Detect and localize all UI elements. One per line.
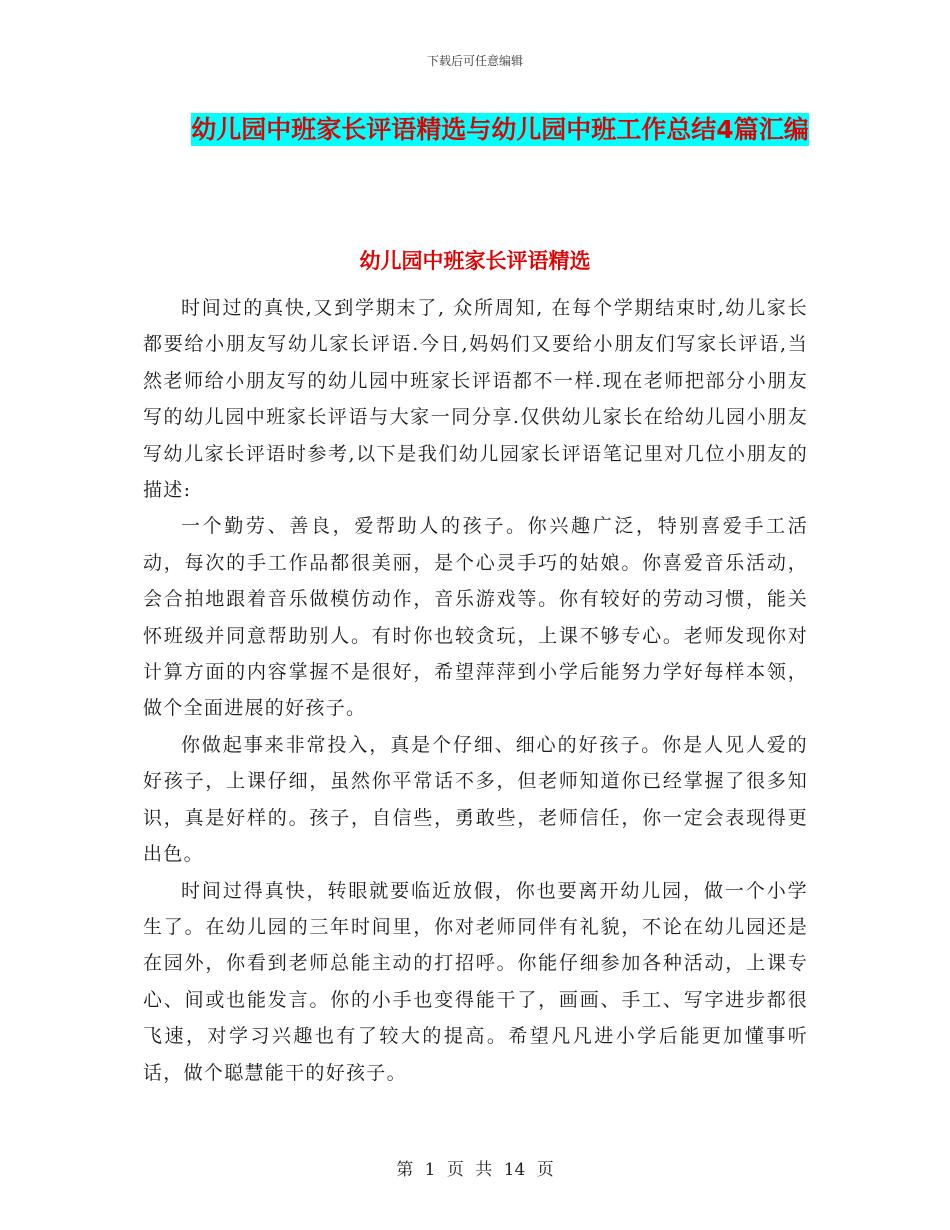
- document-title: [190, 108, 810, 152]
- paragraph: 时间过得真快，转眼就要临近放假，你也要离开幼儿园，做一个小学生了。在幼儿园的三年时间里，你对老师同伴有礼貌，不论在幼儿园还是在园外，你看到老师总能主动的打招呼。你能仔细参加各种活动，上课专心、间或也能发言。你的小手也变得能干了，画画、手工、写字进步都很飞速，对学习兴趣也有了较大的提高。希望凡凡进小学后能更加懂事听话，做个聪慧能干的好孩子。: [143, 879, 808, 1084]
- body-text: [143, 290, 808, 1091]
- paragraph: 你做起事来非常投入，真是个仔细、细心的好孩子。你是人见人爱的好孩子，上课仔细，虽然你平常话不多，但老师知道你已经掌握了很多知识，真是好样的。孩子，自信些，勇敢些，老师信任，你一定会表现得更出色。: [143, 733, 808, 866]
- header-note: 下载后可任意编辑: [426, 54, 523, 68]
- section-title: 幼儿园中班家长评语精选: [359, 249, 591, 273]
- page-number: 第 1 页 共 14 页: [396, 1160, 554, 1180]
- document-title-text: 幼儿园中班家长评语精选与幼儿园中班工作总结4篇汇编: [191, 115, 809, 144]
- paragraph: 时间过的真快,又到学期末了, 众所周知, 在每个学期结束时,幼儿家长都要给小朋友写幼儿家长评语.今日,妈妈们又要给小朋友们写家长评语,当然老师给小朋友写的幼儿园中班家长评语都不一样.现在老师把部分小朋友写的幼儿园中班家长评语与大家一同分享.仅供幼儿家长在给幼儿园小朋友写幼儿家长评语时参考,以下是我们幼儿园家长评语笔记里对几位小朋友的描述:: [143, 297, 808, 502]
- paragraph: 一个勤劳、善良，爱帮助人的孩子。你兴趣广泛，特别喜爱手工活动，每次的手工作品都很美丽，是个心灵手巧的姑娘。你喜爱音乐活动，会合拍地跟着音乐做模仿动作，音乐游戏等。你有较好的劳动习惯，能关怀班级并同意帮助别人。有时你也较贪玩，上课不够专心。老师发现你对计算方面的内容掌握不是很好，希望萍萍到小学后能努力学好每样本领，做个全面进展的好孩子。: [143, 515, 808, 720]
